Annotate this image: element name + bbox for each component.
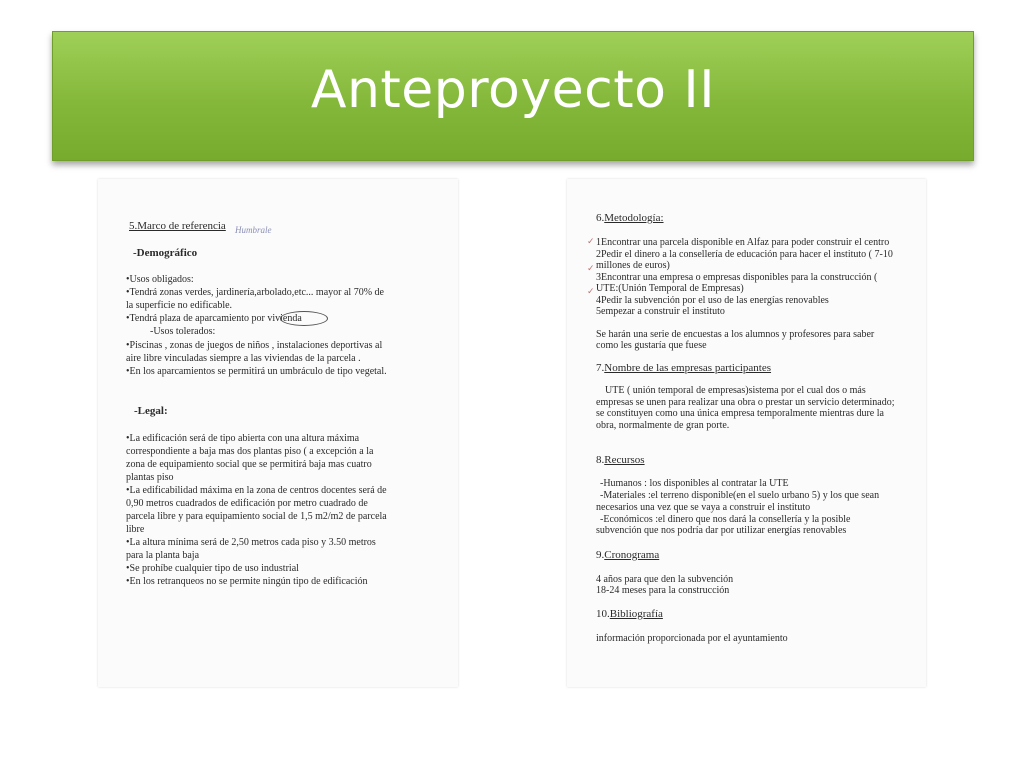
step-line: 3Encontrar una empresa o empresas disponibles para la construcción ( bbox=[596, 272, 878, 283]
text-line: 18-24 meses para la construcción bbox=[596, 585, 730, 596]
step-line: 4Pedir la subvención por el uso de las energías renovables bbox=[596, 295, 829, 306]
text-line: •Se prohíbe cualquier tipo de uso industrial bbox=[126, 563, 299, 574]
section-heading-marco: 5.Marco de referencia bbox=[129, 220, 226, 232]
check-mark-icon: ✓ bbox=[587, 237, 595, 247]
text-line: •La altura mínima será de 2,50 metros cada piso y 3.50 metros bbox=[126, 537, 376, 548]
title-banner bbox=[52, 31, 974, 161]
section-heading-bibliografia: 10.Bibliografía bbox=[596, 608, 663, 620]
text-line: subvención que nos podría dar por utilizar energías renovables bbox=[596, 525, 847, 536]
section-heading-cronograma: 9.Cronograma bbox=[596, 549, 660, 561]
step-line: 5empezar a construir el instituto bbox=[596, 306, 725, 317]
section-heading-empresas: 7.Nombre de las empresas participantes bbox=[596, 362, 772, 374]
slide-title: Anteproyecto II bbox=[310, 60, 716, 120]
step-line: 2Pedir el dinero a la consellería de educación para hacer el instituto ( 7-10 bbox=[596, 249, 893, 260]
text-line: •Piscinas , zonas de juegos de niños , instalaciones deportivas al bbox=[126, 340, 383, 351]
step-line: millones de euros) bbox=[596, 260, 670, 271]
ink-circle-mark bbox=[280, 311, 328, 326]
step-line: UTE:(Unión Temporal de Empresas) bbox=[596, 283, 744, 294]
text-line: •Tendrá zonas verdes, jardinería,arbolado,etc... mayor al 70% de bbox=[126, 287, 384, 298]
step-line: 1Encontrar una parcela disponible en Alfaz para poder construir el centro bbox=[596, 237, 890, 248]
check-mark-icon: ✓ bbox=[587, 287, 595, 297]
text-line: información proporcionada por el ayuntamiento bbox=[596, 633, 788, 644]
text-line: correspondiente a baja mas dos plantas piso ( a excepción a la bbox=[126, 446, 374, 457]
text-line: para la planta baja bbox=[126, 550, 200, 561]
text-line: zona de equipamiento social que se permitirá baja mas cuatro bbox=[126, 459, 372, 470]
text-line: se constituyen como una única empresa temporalmente mientras dure la bbox=[596, 408, 884, 419]
text-line: -Usos tolerados: bbox=[150, 326, 216, 337]
section-heading-metodologia: 6.Metodología: bbox=[596, 212, 664, 224]
text-line: necesarios una vez que se vaya a construir el instituto bbox=[596, 502, 811, 513]
scanned-page-left bbox=[98, 179, 458, 687]
text-line: -Materiales :el terreno disponible(en el suelo urbano 5) y los que sean bbox=[600, 490, 880, 501]
text-line: •Tendrá plaza de aparcamiento por vivienda bbox=[126, 313, 302, 324]
text-line: •En los retranqueos no se permite ningún tipo de edificación bbox=[126, 576, 368, 587]
subheading-demografico: -Demográfico bbox=[133, 247, 198, 259]
handwritten-note: Humbrale bbox=[235, 225, 272, 235]
text-line: la superficie no edificable. bbox=[126, 300, 233, 311]
check-mark-icon: ✓ bbox=[587, 264, 595, 274]
text-line: •La edificación será de tipo abierta con una altura máxima bbox=[126, 433, 360, 444]
subheading-legal: -Legal: bbox=[134, 405, 168, 417]
text-line: parcela libre y para equipamiento social de 1,5 m2/m2 de parcela bbox=[126, 511, 387, 522]
text-line: -Humanos : los disponibles al contratar la UTE bbox=[600, 478, 789, 489]
text-line: UTE ( unión temporal de empresas)sistema por el cual dos o más bbox=[605, 385, 866, 396]
text-line: •La edificabilidad máxima en la zona de centros docentes será de bbox=[126, 485, 387, 496]
scanned-page-right bbox=[567, 179, 926, 687]
text-line: •En los aparcamientos se permitirá un umbráculo de tipo vegetal. bbox=[126, 366, 387, 377]
text-line: como les gustaría que fuese bbox=[596, 340, 707, 351]
text-line: plantas piso bbox=[126, 472, 174, 483]
text-line: Se harán una serie de encuestas a los alumnos y profesores para saber bbox=[596, 329, 875, 340]
text-line: 4 años para que den la subvención bbox=[596, 574, 734, 585]
section-heading-recursos: 8.Recursos bbox=[596, 454, 645, 466]
text-line: aire libre vinculadas siempre a las viviendas de la parcela . bbox=[126, 353, 361, 364]
text-line: -Económicos :el dinero que nos dará la consellería y la posible bbox=[600, 514, 851, 525]
text-line: 0,90 metros cuadrados de edificación por metro cuadrado de bbox=[126, 498, 368, 509]
text-line: libre bbox=[126, 524, 145, 535]
text-line: •Usos obligados: bbox=[126, 274, 194, 285]
text-line: empresas se unen para realizar una obra o prestar un servicio determinado; bbox=[596, 397, 895, 408]
text-line: obra, normalmente de gran porte. bbox=[596, 420, 730, 431]
